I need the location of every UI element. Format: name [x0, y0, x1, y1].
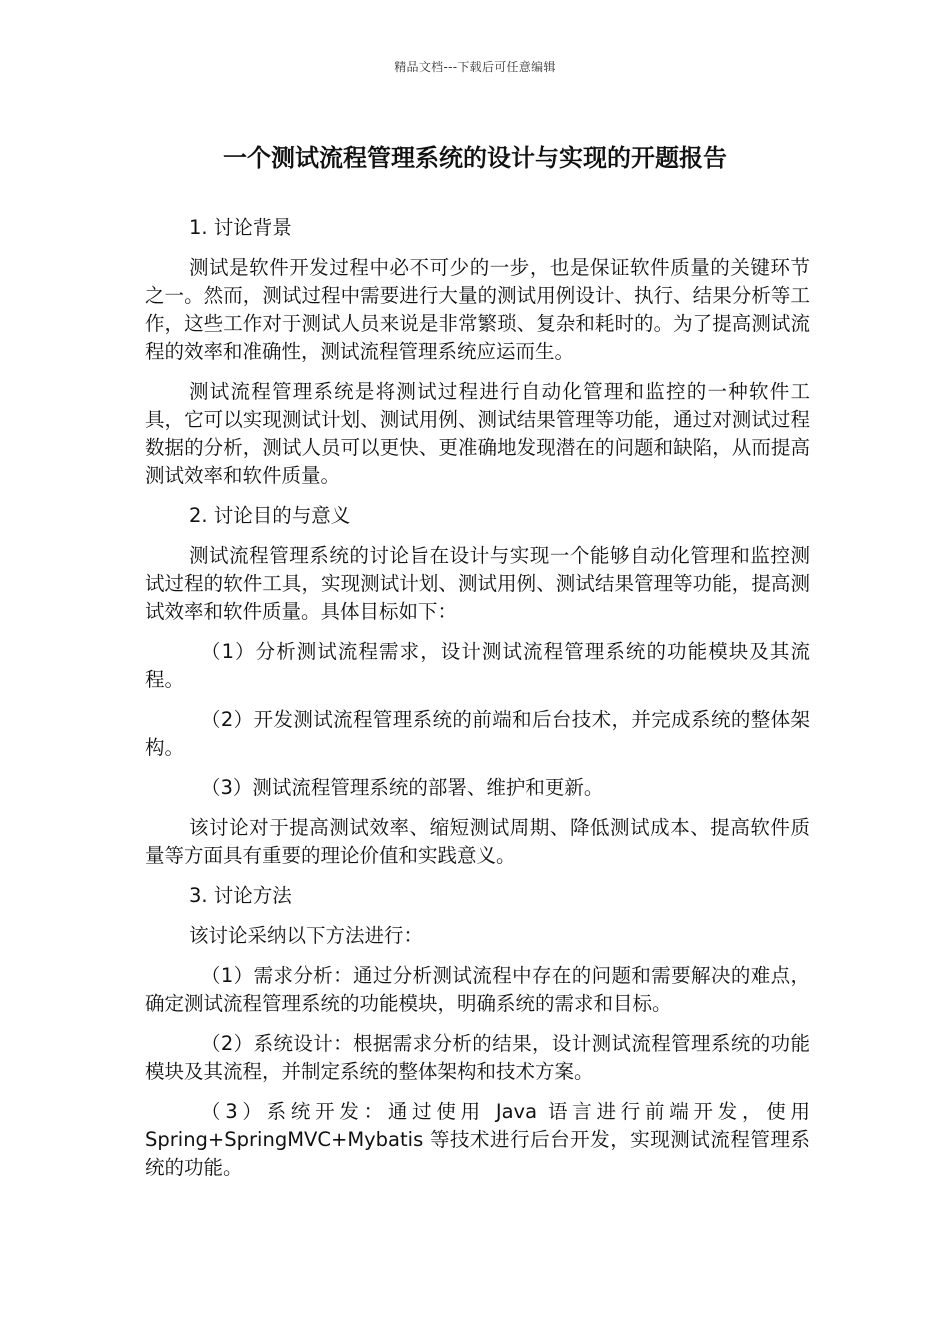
- list-item-method-2: （2）系统设计：根据需求分析的结果，设计测试流程管理系统的功能模块及其流程，并制定系统的整体架构和技术方案。: [145, 1032, 810, 1083]
- section-heading-purpose: 2. 讨论目的与意义: [189, 504, 351, 527]
- list-item-method-1: （1）需求分析：通过分析测试流程中存在的问题和需要解决的难点，确定测试流程管理系统的功能模块，明确系统的需求和目标。: [145, 964, 810, 1015]
- list-item-purpose-3: （3）测试流程管理系统的部署、维护和更新。: [201, 776, 604, 799]
- paragraph-purpose-2: 该讨论对于提高测试效率、缩短测试周期、降低测试成本、提高软件质量等方面具有重要的理论价值和实践意义。: [145, 816, 810, 867]
- header-note: 精品文档---下载后可任意编辑: [394, 60, 556, 74]
- list-item-method-3: （3）系统开发：通过使用 Java 语言进行前端开发，使用 Spring+SpringMVC+Mybatis 等技术进行后台开发，实现测试流程管理系统的功能。: [145, 1100, 810, 1179]
- paragraph-method-1: 该讨论采纳以下方法进行：: [189, 924, 424, 947]
- document-title: 一个测试流程管理系统的设计与实现的开题报告: [223, 144, 727, 172]
- document-body: [145, 214, 810, 1194]
- section-heading-background: 1. 讨论背景: [189, 216, 292, 239]
- list-item-purpose-1: （1）分析测试流程需求，设计测试流程管理系统的功能模块及其流程。: [145, 640, 810, 691]
- paragraph-background-2: 测试流程管理系统是将测试过程进行自动化管理和监控的一种软件工具，它可以实现测试计划、测试用例、测试结果管理等功能，通过对测试过程数据的分析，测试人员可以更快、更准确地发现潜在的问题和缺陷，从而提高测试效率和软件质量。: [145, 380, 810, 487]
- paragraph-background-1: 测试是软件开发过程中必不可少的一步，也是保证软件质量的关键环节之一。然而，测试过程中需要进行大量的测试用例设计、执行、结果分析等工作，这些工作对于测试人员来说是非常繁琐、复杂和耗时的。为了提高测试流程的效率和准确性，测试流程管理系统应运而生。: [145, 256, 810, 363]
- paragraph-purpose-1: 测试流程管理系统的讨论旨在设计与实现一个能够自动化管理和监控测试过程的软件工具，实现测试计划、测试用例、测试结果管理等功能，提高测试效率和软件质量。具体目标如下：: [145, 544, 810, 623]
- section-heading-method: 3. 讨论方法: [189, 884, 292, 907]
- list-item-purpose-2: （2）开发测试流程管理系统的前端和后台技术，并完成系统的整体架构。: [145, 708, 810, 759]
